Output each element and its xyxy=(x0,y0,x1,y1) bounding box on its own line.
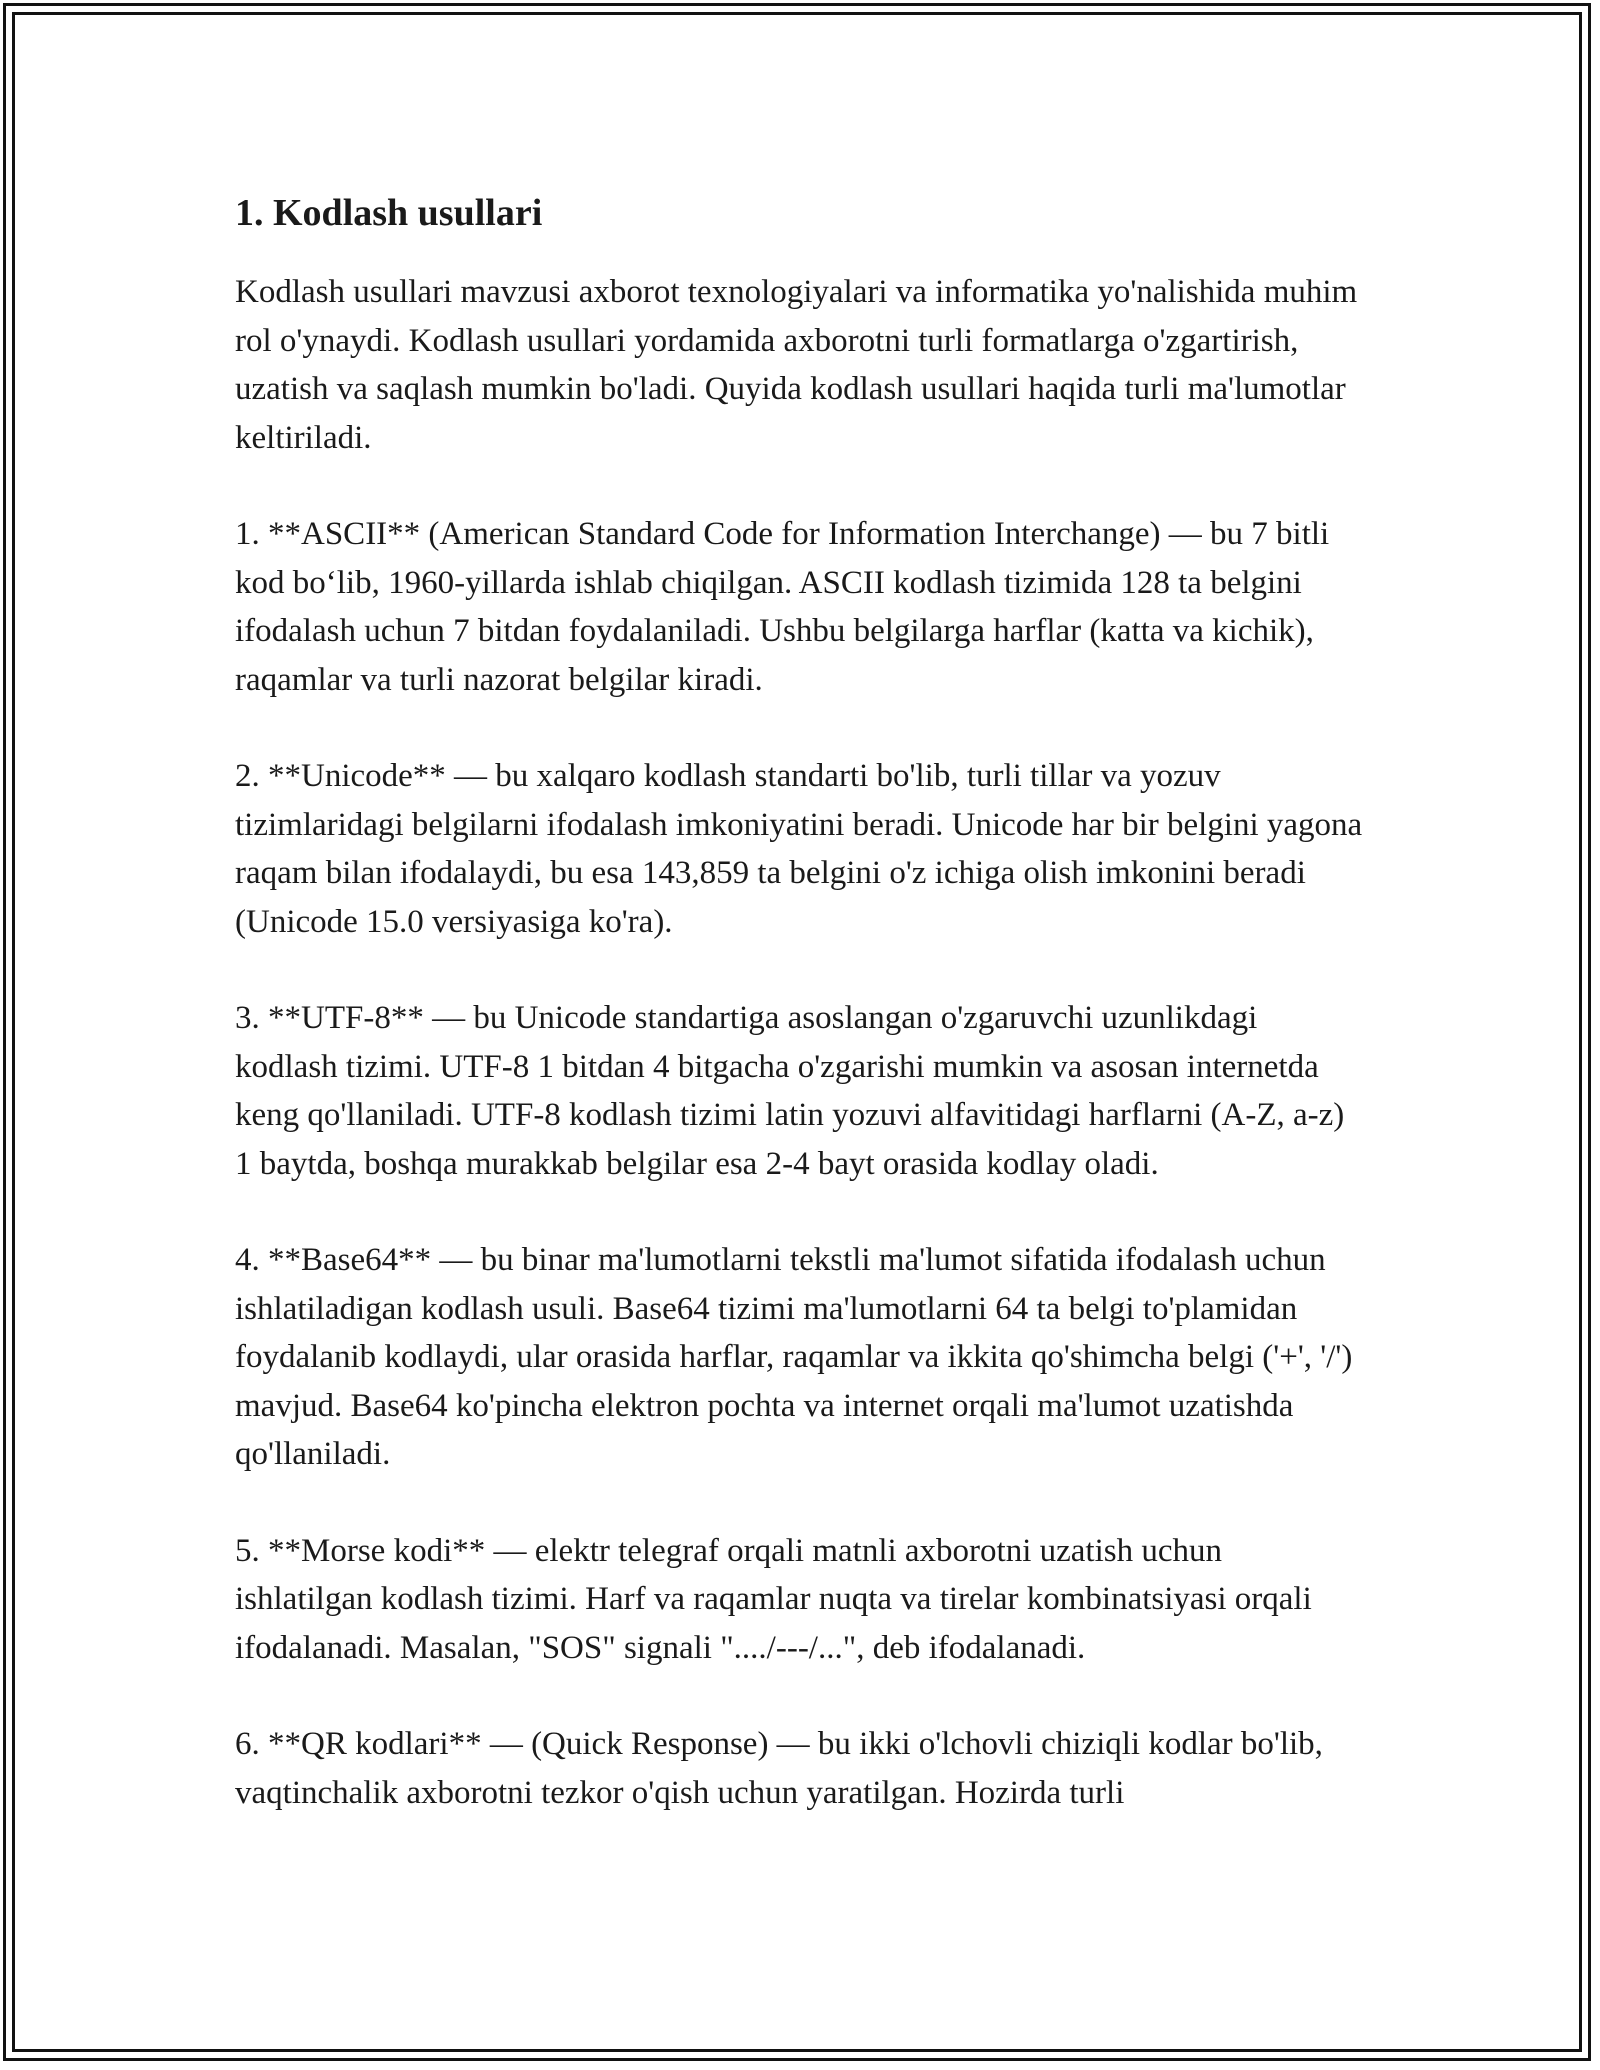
paragraph-ascii: 1. **ASCII** (American Standard Code for Information Interchange) — bu 7 bitli kod bo‘lib, 1960-yillarda ishlab chiqilgan. ASCII kodlash tizimida 128 ta belgini ifodalash uchun 7 bitdan foydalaniladi. Ushbu belgilarga harflar (katta va kichik), raqamlar va turli nazorat belgilar kiradi. xyxy=(235,516,1330,698)
paragraph-unicode: 2. **Unicode** — bu xalqaro kodlash standarti bo'lib, turli tillar va yozuv tizimlaridagi belgilarni ifodalash imkoniyatini beradi. Unicode har bir belgini yagona raqam bilan ifodalaydi, bu esa 143,859 ta belgini o'z ichiga olish imkonini beradi (Unicode 15.0 versiyasiga ko'ra). xyxy=(235,758,1363,940)
paragraph-base64: 4. **Base64** — bu binar ma'lumotlarni tekstli ma'lumot sifatida ifodalash uchun ishlatiladigan kodlash usuli. Base64 tizimi ma'lumotlarni 64 ta belgi to'plamidan foydalanib kodlaydi, ular orasida harflar, raqamlar va ikkita qo'shimcha belgi ('+', '/') mavjud. Base64 ko'pincha elektron pochta va internet orqali ma'lumot uzatishda qo'llaniladi. xyxy=(235,1242,1353,1472)
document-body xyxy=(235,186,1365,1817)
paragraph-utf8: 3. **UTF-8** — bu Unicode standartiga asoslangan o'zgaruvchi uzunlikdagi kodlash tizimi. UTF-8 1 bitdan 4 bitgacha o'zgarishi mumkin va asosan internetda keng qo'llaniladi. UTF-8 kodlash tizimi latin yozuvi alfavitidagi harflarni (A-Z, a-z) 1 baytda, boshqa murakkab belgilar esa 2-4 bayt orasida kodlay oladi. xyxy=(235,1000,1345,1182)
section-title: 1. Kodlash usullari xyxy=(235,192,543,234)
paragraph-morse: 5. **Morse kodi** — elektr telegraf orqali matnli axborotni uzatish uchun ishlatilgan kodlash tizimi. Harf va raqamlar nuqta va tirelar kombinatsiyasi orqali ifodalanadi. Masalan, "SOS" signali "..../---/...", deb ifodalanadi. xyxy=(235,1532,1312,1666)
paragraph-qr: 6. **QR kodlari** — (Quick Response) — bu ikki o'lchovli chiziqli kodlar bo'lib, vaqtinchalik axborotni tezkor o'qish uchun yaratilgan. Hozirda turli xyxy=(235,1726,1323,1811)
paragraph-intro: Kodlash usullari mavzusi axborot texnologiyalari va informatika yo'nalishida muhim rol o'ynaydi. Kodlash usullari yordamida axborotni turli formatlarga o'zgartirish, uzatish va saqlash mumkin bo'ladi. Quyida kodlash usullari haqida turli ma'lumotlar keltiriladi. xyxy=(235,274,1358,456)
